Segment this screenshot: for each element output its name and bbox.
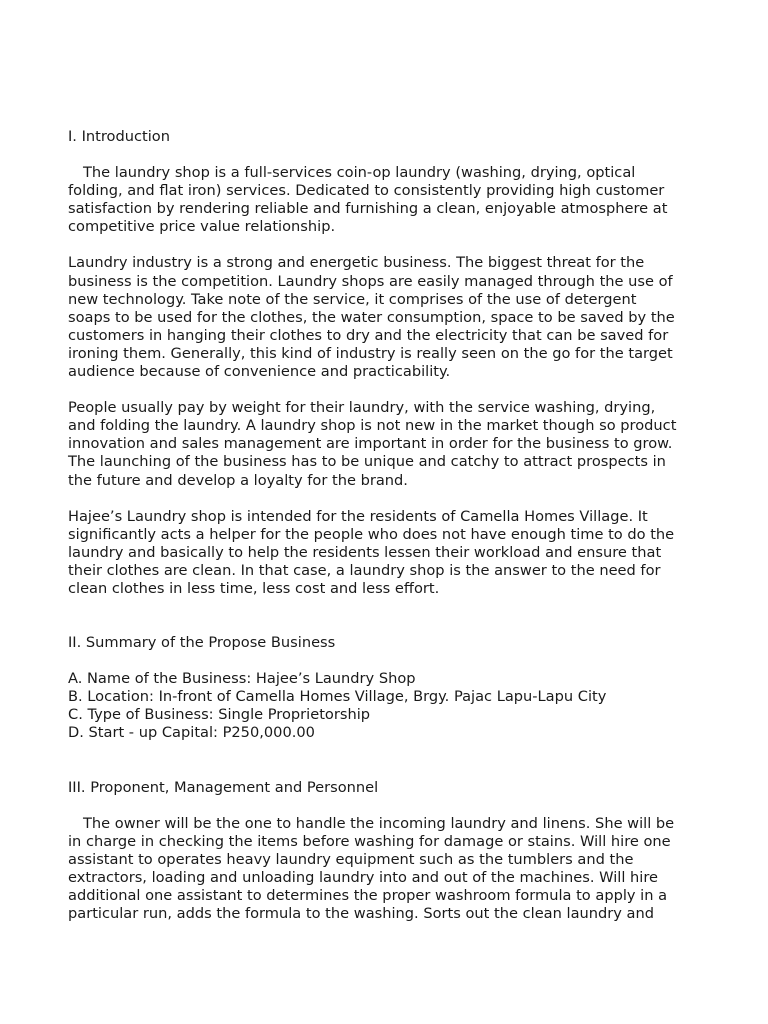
section-heading-introduction: I. Introduction [68,128,170,145]
summary-list [68,670,708,742]
personnel-paragraph: The owner will be the one to handle the incoming laundry and linens. She will be in charge in checking the items before washing for damage or stains. Will hire one assistant to operates heavy laundry equipment such as the tumblers and the extractors, loading and unloading laundry into and out of the machines. Will hire additional one assistant to determines the proper washroom formula to apply in a particular run, adds the formula to the washing. Sorts out the clean laundry and [68,814,675,923]
summary-item-capital: D. Start - up Capital: P250,000.00 [68,724,315,742]
section-heading-summary: II. Summary of the Propose Business [68,634,336,652]
intro-paragraph-2: Laundry industry is a strong and energetic business. The biggest threat for the business is the competition. Laundry shops are easily managed through the use of new technology. Take note of the service, it comprises of the use of detergent soaps to be used for the clothes, the water consumption, space to be saved by the customers in hanging their clothes to dry and the electricity that can be saved for ironing them. Generally, this kind of industry is really seen on the go for the target audience because of convenience and practicability. [68,254,675,381]
summary-item-location: B. Location: In-front of Camella Homes Village, Brgy. Pajac Lapu-Lapu City [68,688,607,706]
document-body [68,128,708,923]
summary-item-name: A. Name of the Business: Hajee’s Laundry Shop [68,670,416,688]
intro-paragraph-4: Hajee’s Laundry shop is intended for the residents of Camella Homes Village. It significantly acts a helper for the people who does not have enough time to do the laundry and basically to help the residents lessen their workload and ensure that their clothes are clean. In that case, a laundry shop is the answer to the need for clean clothes in less time, less cost and less effort. [68,507,675,597]
intro-paragraph-3: People usually pay by weight for their laundry, with the service washing, drying, and folding the laundry. A laundry shop is not new in the market though so product innovation and sales management are important in order for the business to grow. The launching of the business has to be unique and catchy to attract prospects in the future and develop a loyalty for the brand. [68,399,677,489]
section-heading-personnel: III. Proponent, Management and Personnel [68,778,379,796]
summary-item-type: C. Type of Business: Single Proprietorship [68,706,371,724]
intro-paragraph-1: The laundry shop is a full-services coin-op laundry (washing, drying, optical folding, and flat iron) services. Dedicated to consistently providing high customer satisfaction by rendering reliable and furnishing a clean, enjoyable atmosphere at competitive price value relationship. [68,164,668,236]
